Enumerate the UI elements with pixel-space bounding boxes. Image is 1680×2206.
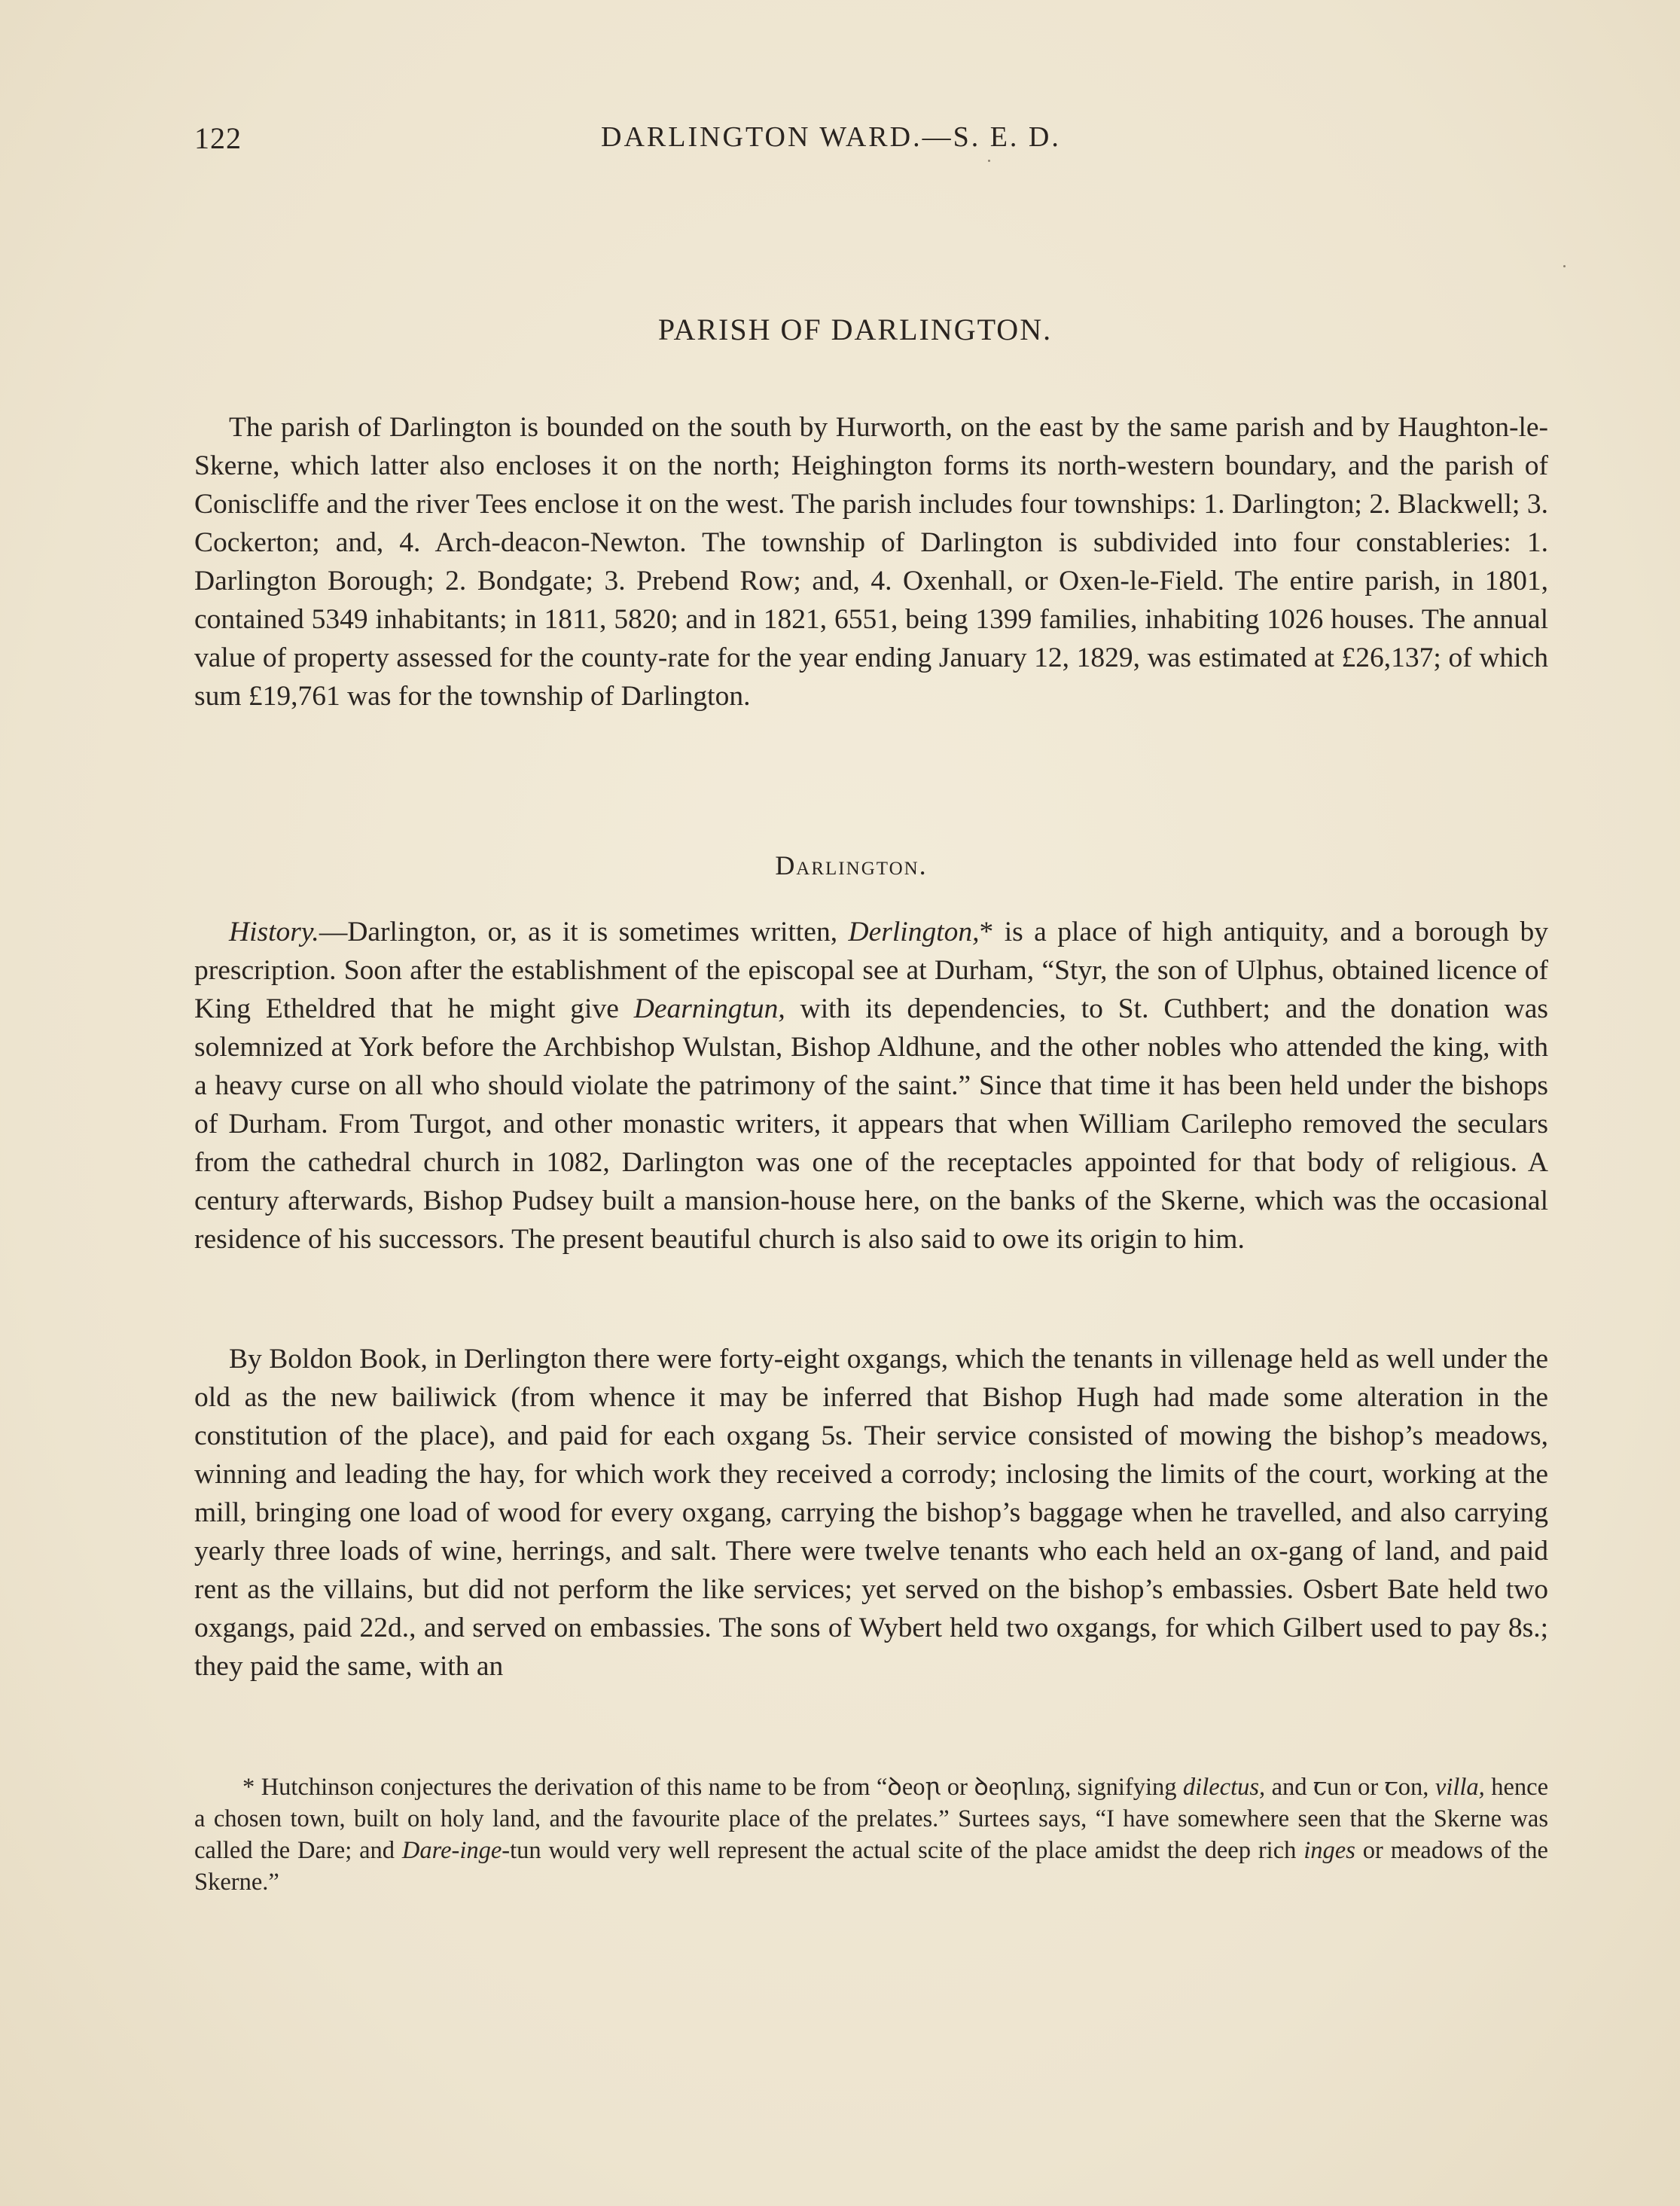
section-heading-darlington: Darlington. [775,850,928,880]
footnote-text-4: tun would very well represent the actual scite of the place amidst the deep rich [510,1837,1304,1864]
parish-title: PARISH OF DARLINGTON. [657,313,1053,346]
page-number: 122 [194,121,242,155]
footnote-italic-villa: villa, [1435,1774,1485,1801]
footnote-text-3: hence a chosen town, built on holy land, and the favourite place of the prelates.” Surtees says, “I have somewhere seen that the Skerne was called the Dare; and [194,1774,1548,1864]
history-italic-dearningtun: Dearningtun, [633,993,785,1024]
footnote-italic-dilectus: dilectus, [1182,1774,1266,1801]
paragraph-boldon-book: By Boldon Book, in Derlington there were forty-eight oxgangs, which the tenants in villenage held as well under the old as the new bailiwick (from whence it may be inferred that Bishop Hugh had made some alteration in the constitution of the place), and paid for each oxgang 5s. Their service consisted of mowing the bishop’s meadows, winning and leading the hay, for which work they received a corrody; inclosing the limits of the court, working at the mill, bringing one load of wood for every oxgang, carrying the bishop’s baggage when he travelled, and also carrying yearly three loads of wine, herrings, and salt. There were twelve tenants who each held an ox-gang of land, and paid rent as the villains, but did not perform the like services; yet served on the bishop’s embassies. Osbert Bate held two oxgangs, paid 22d., and served on embassies. The sons of Wybert held two oxgangs, for which Gilbert used to pay 8s.; they paid the same, with an [194,1344,1548,1682]
running-title: DARLINGTON WARD.—S. E. D. [601,121,1061,153]
footnote-text-1: * Hutchinson conjectures the derivation of this name to be from “ꝺeoꞃ or ꝺeoꞃlınᵹ, signifying [242,1774,1183,1801]
print-speck [1563,265,1566,267]
history-lead: History. [229,917,319,947]
running-head [194,121,1550,163]
history-text-1: —Darlington, or, as it is sometimes written, [319,917,849,947]
history-text-3: with its dependencies, to St. Cuthbert; and the donation was solemnized at York before the Archbishop Wulstan, Bishop Aldhune, and the other nobles who attended the king, with a heavy curse on all who should violate the patrimony of the saint.” Since that time it has been held under the bishops of Durham. From Turgot, and other monastic writers, it appears that when William Carilepho removed the seculars from the cathedral church in 1082, Darlington was one of the receptacles appointed for that body of religious. A century afterwards, Bishop Pudsey built a mansion-house here, on the banks of the Skerne, which was the occasional residence of his successors. The present beautiful church is also said to owe its origin to him. [194,993,1548,1255]
footnote [194,1771,1548,1898]
footnote-text-5: or meadows of the Skerne.” [194,1837,1548,1896]
footnote-italic-dare-inge: Dare-inge- [401,1837,511,1864]
history-italic-derlington: Derlington, [848,917,980,947]
print-speck [988,160,990,162]
paragraph-history [194,913,1548,1259]
footnote-text-2: and ꞇun or ꞇon, [1265,1774,1435,1801]
footnote-italic-inges: inges [1303,1837,1355,1864]
paragraph-parish-bounds: The parish of Darlington is bounded on the south by Hurworth, on the east by the same parish and by Haughton-le-Skerne, which latter also encloses it on the north; Heighington forms its north-western boundary, and the parish of Coniscliffe and the river Tees enclose it on the west. The parish includes four townships: 1. Darlington; 2. Blackwell; 3. Cockerton; and, 4. Arch-deacon-Newton. The township of Darlington is subdivided into four constableries: 1. Darlington Borough; 2. Bondgate; 3. Prebend Row; and, 4. Oxenhall, or Oxen-le-Field. The entire parish, in 1801, contained 5349 inhabitants; in 1811, 5820; and in 1821, 6551, being 1399 families, inhabiting 1026 houses. The annual value of property assessed for the county-rate for the year ending January 12, 1829, was estimated at £26,137; of which sum £19,761 was for the township of Darlington. [194,412,1548,712]
history-text-2: * is a place of high antiquity, and a borough by prescription. Soon after the establishment of the episcopal see at Durham, “Styr, the son of Ulphus, obtained licence of King Etheldred that he might give [194,917,1548,1024]
